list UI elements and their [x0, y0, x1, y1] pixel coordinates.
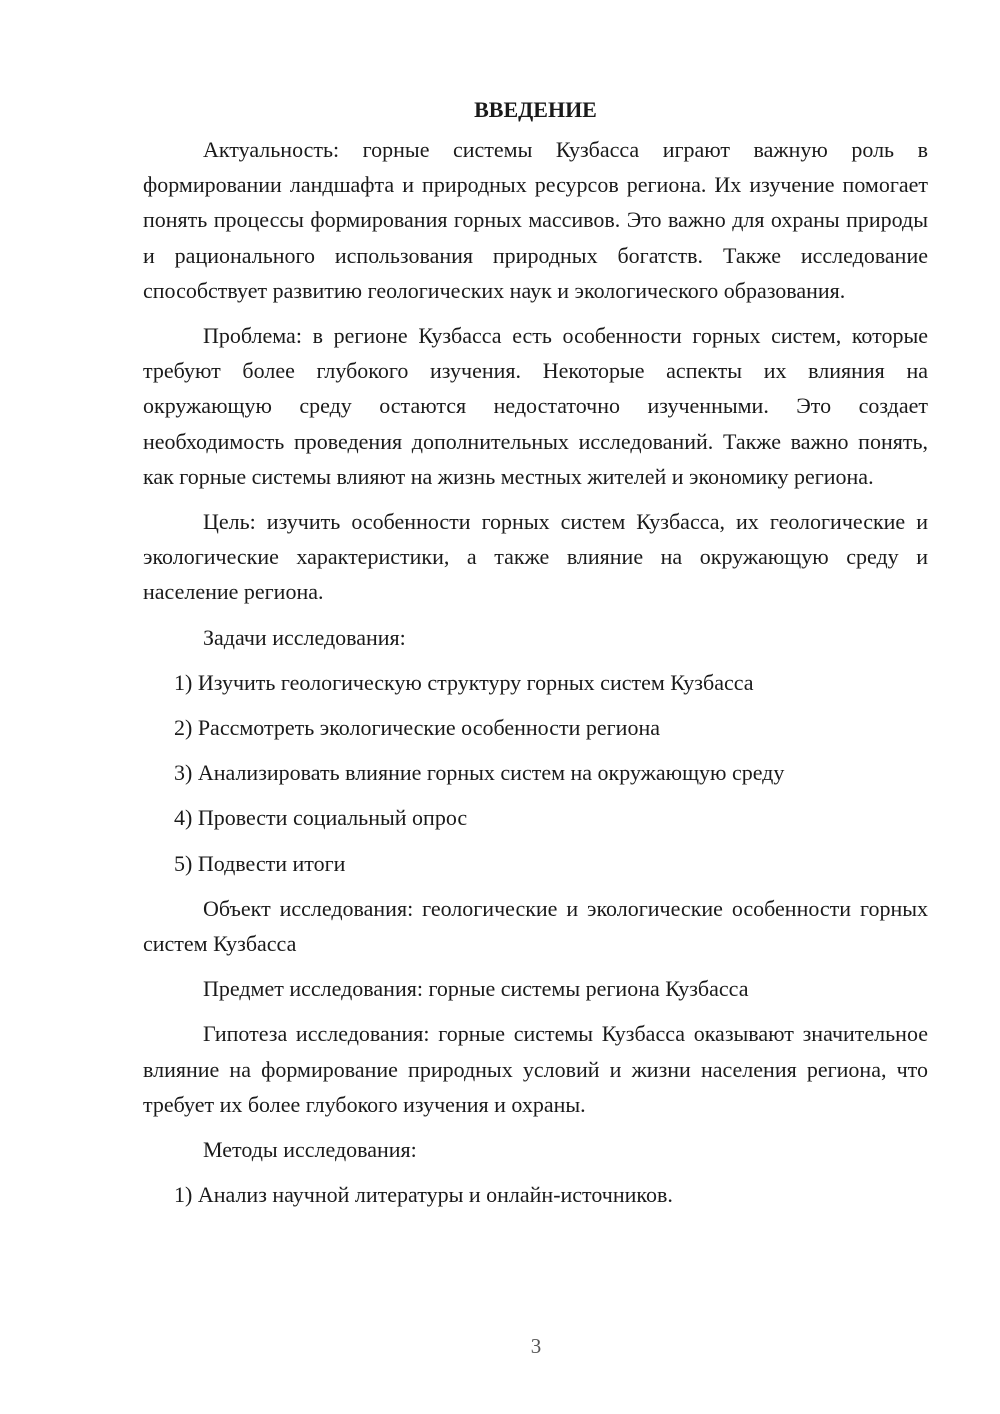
task-item: 5) Подвести итоги — [174, 850, 346, 876]
object-paragraph: Объект исследования: геологические и экологические особенности горных систем Кузбасса — [143, 895, 928, 957]
tasks-title: Задачи исследования: — [203, 624, 406, 650]
relevance-paragraph: Актуальность: горные системы Кузбасса играют важную роль в формировании ландшафта и природных ресурсов региона. Их изучение помогает понять процессы формирования горных массивов. Это важно для охраны природы и рационального использования природных богатств. Также исследование способствует развитию геологических наук и экологического образования. — [143, 137, 928, 303]
methods-title: Методы исследования: — [203, 1137, 417, 1163]
task-item: 1) Изучить геологическую структуру горных систем Кузбасса — [174, 669, 754, 695]
task-item: 4) Провести социальный опрос — [174, 805, 468, 831]
section-heading: ВВЕДЕНИЕ — [474, 97, 597, 122]
task-item: 3) Анализировать влияние горных систем на окружающую среду — [174, 760, 785, 786]
problem-paragraph: Проблема: в регионе Кузбасса есть особенности горных систем, которые требуют более глубокого изучения. Некоторые аспекты их влияния на окружающую среду остаются недостаточно изученными. Это создает необходимость проведения дополнительных исследований. Также важно понять, как горные системы влияют на жизнь местных жителей и экономику региона. — [143, 323, 928, 489]
task-item: 2) Рассмотреть экологические особенности региона — [174, 715, 660, 741]
subject-paragraph: Предмет исследования: горные системы региона Кузбасса — [203, 976, 749, 1002]
goal-paragraph: Цель: изучить особенности горных систем Кузбасса, их геологические и экологические характеристики, а также влияние на окружающую среду и население региона. — [143, 509, 928, 605]
hypothesis-paragraph: Гипотеза исследования: горные системы Кузбасса оказывают значительное влияние на формирование природных условий и жизни населения региона, что требует их более глубокого изучения и охраны. — [143, 1021, 928, 1117]
page-content — [143, 95, 928, 1222]
page-number: 3 — [530, 1334, 542, 1358]
method-item: 1) Анализ научной литературы и онлайн-источников. — [174, 1182, 673, 1208]
